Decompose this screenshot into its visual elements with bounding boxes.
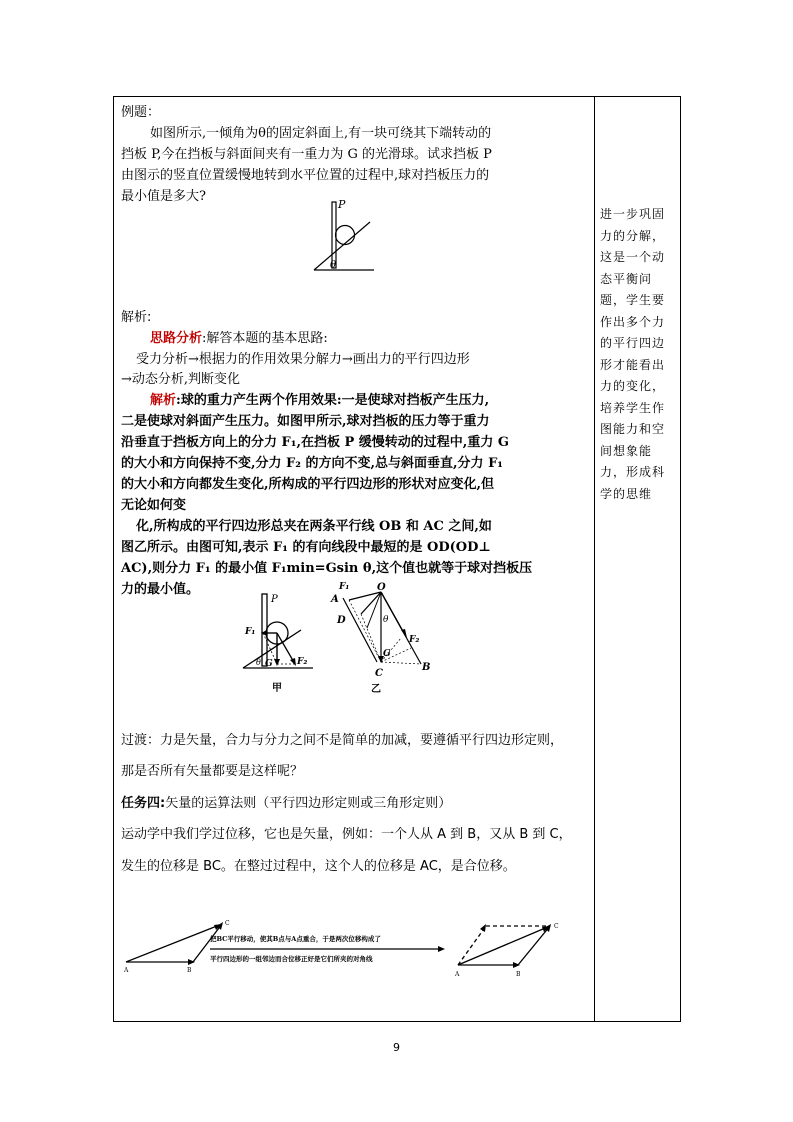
side-note: 进一步巩固力的分解，这是一个动态平衡问题，学生要作出多个力的平行四边形才能看出力的变化，培养学生作图能力和空间想象能力，形成科学的思维 bbox=[600, 207, 666, 501]
problem-line-2: 挡板 P,今在挡板与斜面间夹有一重力为 G 的光滑球。试求挡板 P bbox=[121, 147, 492, 162]
task4-label: 任务四: bbox=[121, 796, 166, 811]
solution-line-5: 的大小和方向都发生变化,所构成的平行四边形的形状对应变化,但 bbox=[121, 477, 495, 492]
figure-jia bbox=[235, 588, 325, 698]
incline-board-figure bbox=[310, 196, 382, 276]
yi-label-b: B bbox=[422, 662, 431, 673]
left-label-a: A bbox=[124, 967, 129, 974]
page-number: 9 bbox=[393, 1041, 400, 1054]
caption-line-2: 平行四边形的一组邻边而合位移正好是它们所夹的对角线 bbox=[210, 955, 373, 963]
fig1-label-theta: θ bbox=[330, 260, 337, 271]
yi-label-g: G bbox=[383, 649, 391, 659]
jia-caption: 甲 bbox=[272, 683, 282, 694]
solution-line-1: :球的重力产生两个作用效果:一是使球对挡板产生压力, bbox=[176, 393, 490, 408]
steps-line-1: 受力分析→根据力的作用效果分解力→画出力的平行四边形 bbox=[136, 352, 470, 367]
caption-line-1: 把BC平行移动，使其B点与A点重合，于是两次位移构成了 bbox=[210, 935, 381, 943]
analysis-heading: 解析: bbox=[121, 310, 152, 325]
yi-label-f2: F₂ bbox=[409, 635, 420, 645]
jia-label-f1: F₁ bbox=[245, 627, 256, 637]
figure-yi bbox=[325, 580, 435, 698]
example-heading: 例题： bbox=[121, 105, 161, 120]
task4-title: 矢量的运算法则（平行四边形定则或三角形定则） bbox=[165, 796, 452, 811]
task4-line-2: 发生的位移是 BC。在整过过程中，这个人的位移是 AC，是合位移。 bbox=[121, 859, 516, 874]
steps-line-2: →动态分析,判断变化 bbox=[121, 372, 241, 387]
thinking-text: :解答本题的基本思路: bbox=[202, 331, 328, 346]
yi-label-o: O bbox=[377, 582, 386, 593]
right-label-c: C bbox=[554, 923, 559, 930]
problem-line-1: 如图所示,一倾角为θ的固定斜面上,有一块可绕其下端转动的 bbox=[150, 126, 492, 141]
transition-line-1: 过渡：力是矢量，合力与分力之间不是简单的加减，要遵循平行四边形定则， bbox=[121, 733, 564, 748]
fig1-label-p: P bbox=[338, 198, 346, 211]
yi-label-c: C bbox=[375, 668, 383, 679]
jia-label-f2: F₂ bbox=[297, 657, 308, 667]
problem-line-4: 最小值是多大? bbox=[121, 189, 206, 204]
solution-line-2: 二是使球对斜面产生压力。如图甲所示,球对挡板的压力等于重力 bbox=[121, 414, 490, 429]
solution-line-6: 无论如何变 bbox=[121, 498, 187, 513]
right-label-a: A bbox=[455, 971, 460, 978]
vector-addition-figure bbox=[118, 912, 573, 987]
jia-label-theta: θ bbox=[256, 658, 261, 667]
left-label-b: B bbox=[187, 967, 192, 974]
right-label-b: B bbox=[516, 971, 521, 978]
solution-line-10: 力的最小值。 bbox=[121, 582, 200, 597]
solution-line-8: 图乙所示。由图可知,表示 F₁ 的有向线段中最短的是 OD(OD⊥ bbox=[121, 540, 491, 555]
solution-line-3: 沿垂直于挡板方向上的分力 F₁,在挡板 P 缓慢转动的过程中,重力 G bbox=[121, 435, 509, 450]
column-divider bbox=[594, 96, 595, 1022]
yi-label-a: A bbox=[331, 594, 339, 605]
yi-label-theta: θ bbox=[383, 615, 389, 625]
solution-line-7: 化,所构成的平行四边形总夹在两条平行线 OB 和 AC 之间,如 bbox=[136, 519, 492, 534]
yi-caption: 乙 bbox=[371, 684, 381, 695]
transition-line-2: 那是否所有矢量都要是这样呢？ bbox=[121, 764, 304, 779]
task4-line-1: 运动学中我们学过位移，它也是矢量，例如：一个人从 A 到 B，又从 B 到 C， bbox=[121, 827, 572, 842]
yi-label-f1: F₁ bbox=[339, 582, 350, 592]
solution-line-4: 的大小和方向保持不变,分力 F₂ 的方向不变,总与斜面垂直,分力 F₁ bbox=[121, 456, 504, 471]
jia-label-g: G bbox=[265, 659, 273, 669]
yi-label-d: D bbox=[337, 615, 346, 626]
problem-line-3: 由图示的竖直位置缓慢地转到水平位置的过程中,球对挡板压力的 bbox=[121, 168, 490, 183]
solution-label: 解析 bbox=[150, 393, 177, 408]
left-label-c: C bbox=[225, 920, 230, 927]
thinking-label: 思路分析 bbox=[150, 331, 203, 346]
solution-line-9: AC),则分力 F₁ 的最小值 F₁min=Gsin θ,这个值也就等于球对挡板压 bbox=[121, 561, 533, 576]
jia-label-p: P bbox=[271, 594, 278, 605]
